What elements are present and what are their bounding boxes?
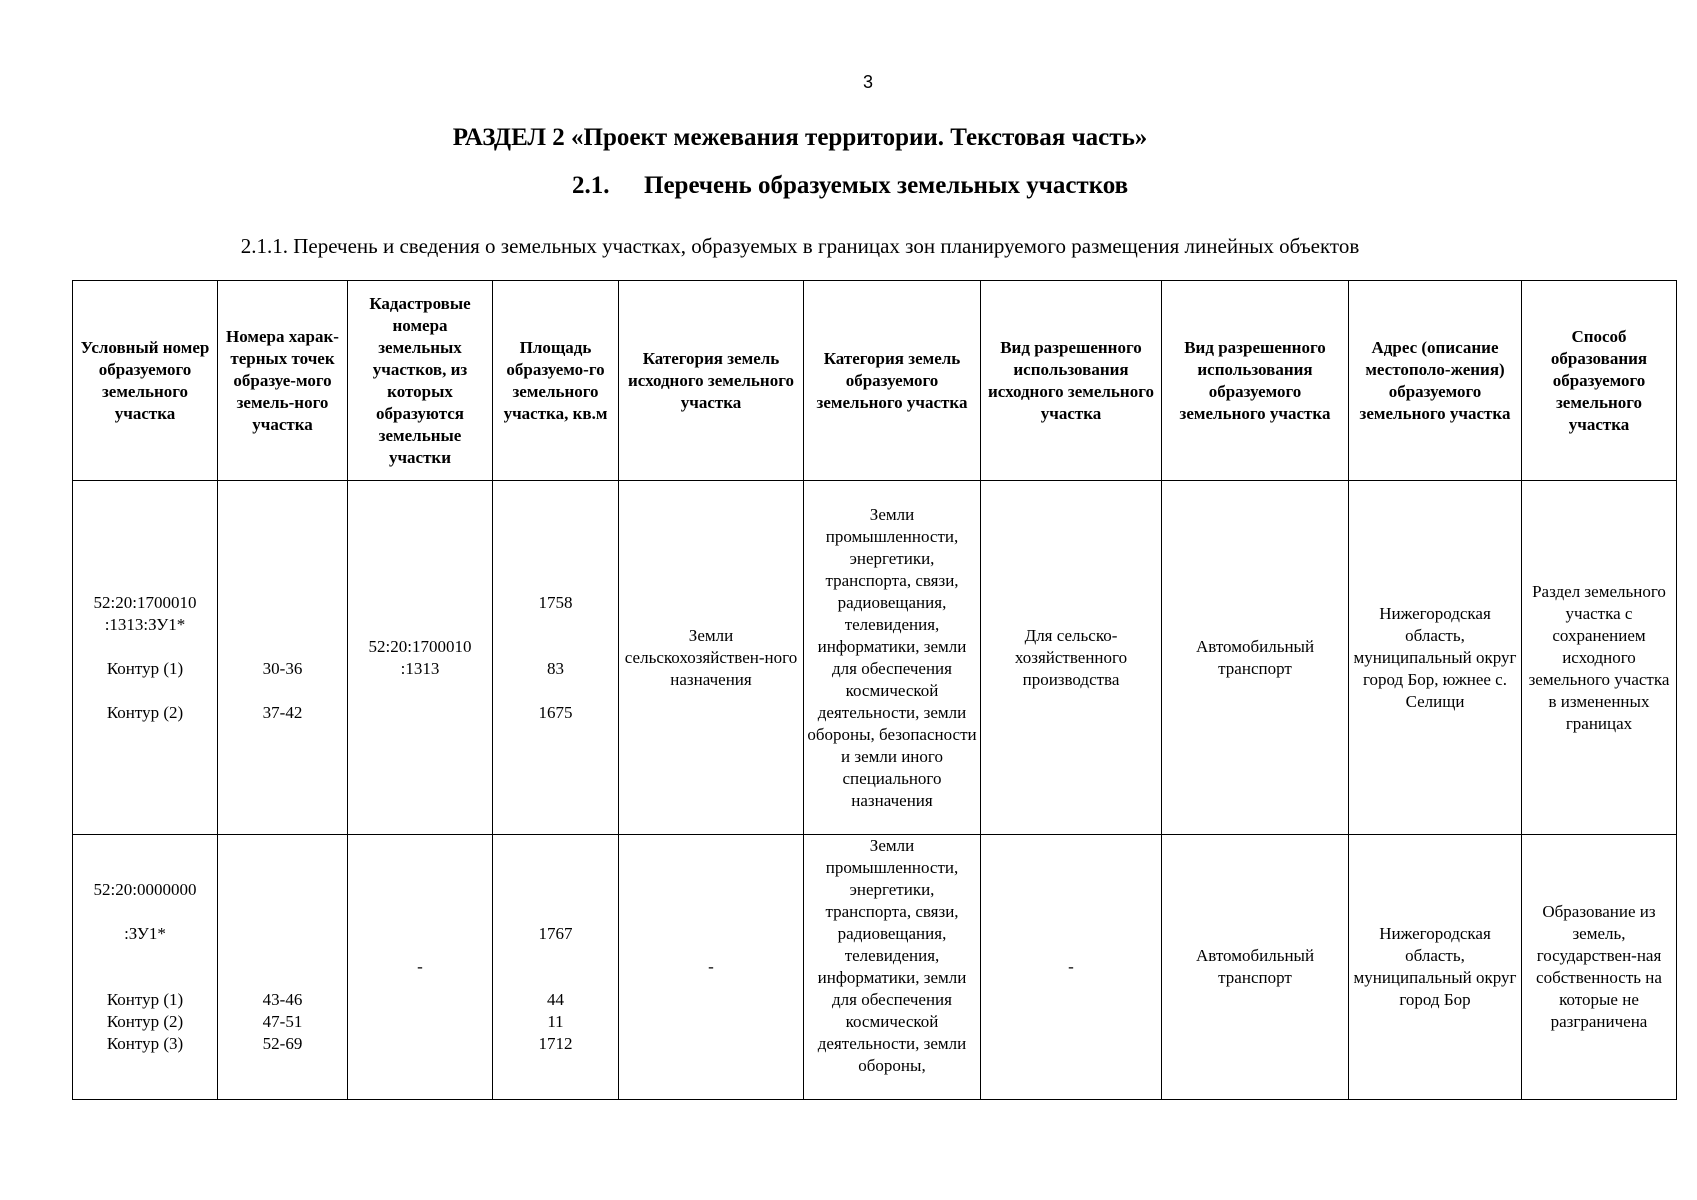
cell-area: 1767 44 11 1712 (493, 835, 619, 1100)
cell-category-source: Земли сельскохозяйствен-ного назначения (619, 481, 804, 835)
table-row (73, 835, 1677, 1100)
page-number: 3 (862, 72, 873, 92)
header-points: Номера харак-терных точек образуе-мого земель-ного участка (218, 281, 348, 481)
header-cadastral: Кадастровые номера земельных участков, из которых образуются земельные участки (348, 281, 493, 481)
header-address: Адрес (описание местополо-жения) образуемого земельного участка (1349, 281, 1522, 481)
cell-method: Образование из земель, государствен-ная собственность на которые не разграничена (1522, 835, 1677, 1100)
cell-category-new-text: Земли промышленности, энергетики, транспорта, связи, радиовещания, телевидения, информатики, земли для обеспечения космической деятельности, земли обороны, (817, 836, 967, 1075)
cell-use-source: - (981, 835, 1162, 1100)
header-plot-number: Условный номер образуемого земельного участка (73, 281, 218, 481)
header-use-new: Вид разрешенного использования образуемого земельного участка (1162, 281, 1349, 481)
table-header-row (73, 281, 1677, 481)
cell-category-new: Земли промышленности, энергетики, транспорта, связи, радиовещания, телевидения, информатики, земли для обеспечения космической деятельности, земли обороны, безопасности и земли иного специального назначения (804, 481, 981, 835)
cell-area: 1758 83 1675 (493, 481, 619, 835)
cell-use-new: Автомобильный транспорт (1162, 835, 1349, 1100)
header-area: Площадь образуемо-го земельного участка, кв.м (493, 281, 619, 481)
cell-points: 30-36 37-42 (218, 481, 348, 835)
table-caption: 2.1.1. Перечень и сведения о земельных участках, образуемых в границах зон планируемого размещения линейных объектов (240, 234, 1360, 258)
subsection-heading (572, 172, 1128, 200)
cell-points: 43-46 47-51 52-69 (218, 835, 348, 1100)
cell-cadastral: 52:20:1700010 :1313 (348, 481, 493, 835)
header-use-source: Вид разрешенного использования исходного земельного участка (981, 281, 1162, 481)
cell-method: Раздел земельного участка с сохранением исходного земельного участка в измененных границах (1522, 481, 1677, 835)
cell-plot-number: 52:20:0000000 :ЗУ1* Контур (1) Контур (2) Контур (3) (73, 835, 218, 1100)
cell-use-source: Для сельско-хозяйственного производства (981, 481, 1162, 835)
cell-cadastral: - (348, 835, 493, 1100)
header-method: Способ образования образуемого земельного участка (1522, 281, 1677, 481)
cell-address: Нижегородская область, муниципальный округ город Бор, южнее с. Селищи (1349, 481, 1522, 835)
section-title: РАЗДЕЛ 2 «Проект межевания территории. Текстовая часть» (452, 124, 1148, 151)
cell-address: Нижегородская область, муниципальный округ город Бор (1349, 835, 1522, 1100)
cell-plot-number: 52:20:1700010 :1313:ЗУ1* Контур (1) Контур (2) (73, 481, 218, 835)
header-category-source: Категория земель исходного земельного участка (619, 281, 804, 481)
subsection-number: 2.1. (572, 172, 610, 199)
cell-category-source: - (619, 835, 804, 1100)
cell-use-new: Автомобильный транспорт (1162, 481, 1349, 835)
table-row (73, 481, 1677, 835)
cell-category-new (804, 835, 981, 1100)
header-category-new: Категория земель образуемого земельного участка (804, 281, 981, 481)
subsection-title: Перечень образуемых земельных участков (644, 172, 1129, 199)
land-plots-table (72, 280, 1677, 1100)
